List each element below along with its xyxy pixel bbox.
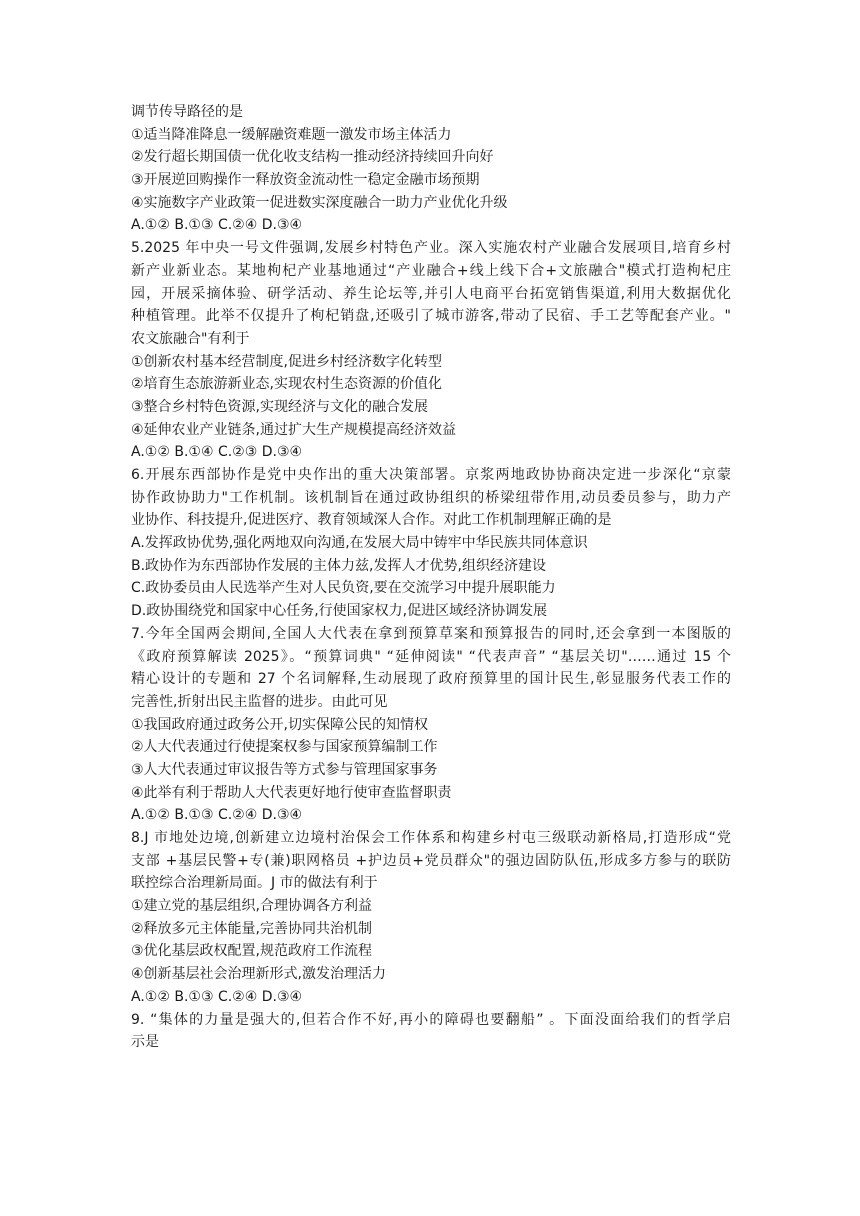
text-line: 完善性,折射出民主监督的进步。由此可见: [131, 693, 388, 710]
text-line: 新产业新业态。某地枸杞产业基地通过“产业融合+线上线下合+文旅融合"模式打造枸杞庄: [131, 262, 731, 279]
text-line: 协作政协助力"工作机制。该机制旨在通过政协组织的桥梁纽带作用,动员委员参与，助力产: [131, 489, 731, 506]
text-line: B.政协作为东西部协作发展的主体力兹,发挥人才优势,组织经济建设: [131, 557, 546, 574]
text-line: 支部 +基层民警+专(兼)职网格员 +护边员+党员群众"的强边固防队伍,形成多方参与的联防: [131, 852, 731, 869]
text-line: A.①② B.①④ C.②③ D.③④: [131, 444, 303, 461]
text-line: ③开展逆回购操作一释放资金流动性一稳定金融市场预期: [131, 172, 480, 189]
text-line: A.发挥政协优势,强化两地双向沟通,在发展大局中铸牢中华民族共同体意识: [131, 535, 588, 552]
text-line: 8.J 市地处边境,创新建立边境村治保会工作体系和构建乡村屯三级联动新格局,打造形成“党: [131, 830, 731, 846]
text-line: 调节传导路径的是: [131, 104, 243, 120]
text-line: ④延伸农业产业链条,通过扩大生产规模提高经济效益: [131, 421, 456, 438]
text-line: ②人大代表通过行使提案权参与国家预算编制工作: [131, 739, 438, 756]
text-line: 农文旅融合"有利于: [131, 330, 250, 347]
text-line: 5.2025 年中央一号文件强调,发展乡村特色产业。深入实施农村产业融合发展项目,培育乡村: [131, 240, 731, 257]
text-line: 园，开展采摘体验、研学活动、养生论坛等,并引人电商平台拓宽销售渠道,利用大数据优化: [131, 285, 731, 302]
text-line: ②发行超长期国债一优化收支结构一推动经济持续回升向好: [131, 149, 494, 166]
text-line: ①适当降准降息一缓解融资难题一激发市场主体活力: [131, 126, 452, 143]
text-line: ③整合乡村特色资源,实现经济与文化的融合发展: [131, 398, 428, 415]
text-line: 种植管理。此举不仅提升了枸杞销盘,还吸引了城市游客,带动了民宿、手工艺等配套产业。": [131, 308, 731, 325]
text-line: A.①② B.①③ C.②④ D.③④: [131, 807, 303, 824]
text-line: 7.今年全国两会期间,全国人大代表在拿到预算草案和预算报告的同时,还会拿到一本图版的: [131, 625, 731, 642]
text-line: 9. “集体的力量是强大的,但若合作不好,再小的障碍也要翻船” 。下面没面给我们的哲学启: [131, 1011, 731, 1028]
text-line: 《政府预算解读 2025》。“预算词典" “延伸阅读" “代表声音” “基层关切"……通过 15 个: [131, 648, 731, 665]
text-line: ②释放多元主体能量,完善协同共治机制: [131, 920, 372, 937]
text-line: D.政协围绕党和国家中心任务,行使国家权力,促进区域经济协调发展: [131, 603, 548, 620]
text-line: ①我国政府通过政务公开,切实保障公民的知情权: [131, 716, 428, 733]
document-page: [131, 101, 731, 1054]
text-line: ④此举有利于帮助人大代表更好地行使审查监督职责: [131, 784, 452, 801]
text-line: ②培育生态旅游新业态,实现农村生态资源的价值化: [131, 376, 442, 393]
text-line: 精心设计的专题和 27 个名词解释,生动展现了政府预算里的国计民生,彰显服务代表工作的: [131, 671, 731, 688]
text-line: 6.开展东西部协作是党中央作出的重大决策部署。京浆两地政协协商决定进一步深化“京蒙: [131, 467, 731, 483]
text-line: C.政协委员由人民选举产生对人民负资,要在交流学习中提升展职能力: [131, 580, 556, 597]
text-line: 示是: [131, 1034, 159, 1051]
text-line: 业协作、科技提升,促进医疗、教育领域深人合作。对此工作机制理解正确的是: [131, 512, 612, 529]
text-line: A.①② B.①③ C.②④ D.③④: [131, 988, 303, 1005]
text-line: ①创新农村基本经营制度,促进乡村经济数字化转型: [131, 353, 442, 370]
text-line: 联控综合治理新局面。J 市的做法有利于: [131, 875, 378, 892]
text-line: ④实施数字产业政策一促进数实深度融合一助力产业优化升级: [131, 194, 508, 211]
text-line: ③人大代表通过审议报告等方式参与管理国家事务: [131, 761, 438, 778]
text-line: ④创新基层社会治理新形式,激发治理活力: [131, 966, 386, 983]
text-line: A.①② B.①③ C.②④ D.③④: [131, 217, 303, 234]
text-line: ①建立党的基层组织,合理协调各方利益: [131, 898, 372, 915]
text-line: ③优化基层政权配置,规范政府工作流程: [131, 943, 372, 960]
